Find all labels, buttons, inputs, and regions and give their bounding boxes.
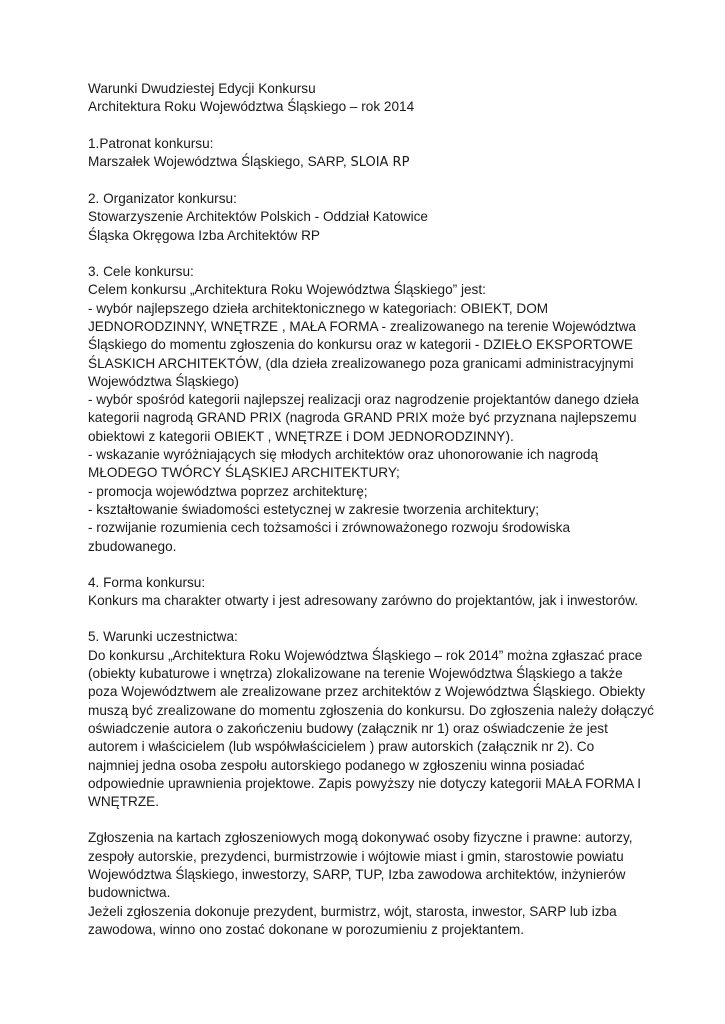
zgloszenia-line: Województwa Śląskiego, inwestorzy, SARP, TUP, Izba zawodowa architektów, inżynierów bbox=[88, 866, 626, 882]
title-line-1: Warunki Dwudziestej Edycji Konkursu bbox=[88, 81, 316, 96]
patronat-sloia: SLOIA RP bbox=[350, 154, 410, 170]
cele-line: - promocja województwa poprzez architekturę; bbox=[88, 483, 368, 499]
cele-line: Śląskiego do momentu zgłoszenia do konkursu oraz w kategorii - DZIEŁO EKSPORTOWE bbox=[88, 337, 633, 353]
warunki-line: Do konkursu „Architektura Roku Województwa Śląskiego – rok 2014” można zgłaszać prace bbox=[88, 647, 643, 663]
zgloszenia-line: Zgłoszenia na kartach zgłoszeniowych mogą dokonywać osoby fizyczne i prawne: autorzy, bbox=[88, 830, 633, 846]
cele-line: obiektowi z kategorii OBIEKT , WNĘTRZE i DOM JEDNORODZINNY). bbox=[88, 428, 514, 444]
section-heading: 4. Forma konkursu: bbox=[88, 574, 206, 590]
cele-line: JEDNORODZINNY, WNĘTRZE , MAŁA FORMA - zrealizowanego na terenie Województwa bbox=[88, 318, 636, 334]
warunki-line: oświadczenie autora o zakończeniu budowy (załącznik nr 1) oraz oświadczenie że jest bbox=[88, 720, 608, 736]
organizator-line: Śląska Okręgowa Izba Architektów RP bbox=[88, 227, 320, 243]
warunki-line: najmniej jedna osoba zespołu autorskiego podanego w zgłoszeniu winna posiadać bbox=[88, 757, 585, 773]
title-line-2: Architektura Roku Województwa Śląskiego – rok 2014 bbox=[88, 99, 415, 115]
section-forma bbox=[88, 574, 668, 611]
cele-line: kategorii nagrodą GRAND PRIX (nagroda GRAND PRIX może być przyznana najlepszemu bbox=[88, 410, 637, 426]
cele-line: Celem konkursu „Architektura Roku Województwa Śląskiego” jest: bbox=[88, 282, 486, 298]
zgloszenia-line: budownictwa. bbox=[88, 885, 171, 901]
document-title bbox=[88, 80, 668, 117]
section-organizator bbox=[88, 190, 668, 245]
section-zgloszenia bbox=[88, 829, 668, 939]
warunki-line: poza Województwem ale zrealizowane przez architektów z Województwa Śląskiego. Obiekty bbox=[88, 684, 646, 700]
cele-line: - wybór spośród kategorii najlepszej realizacji oraz nagrodzenie projektantów danego dzieła bbox=[88, 392, 639, 408]
warunki-line: autorem i właścicielem (lub współwłaścicielem ) praw autorskich (załącznik nr 2). Co bbox=[88, 739, 595, 755]
patronat-text bbox=[88, 153, 668, 172]
warunki-line: muszą być zrealizowane do momentu zgłoszenia do konkursu. Do zgłoszenia należy dołączyć bbox=[88, 702, 654, 718]
organizator-line: Stowarzyszenie Architektów Polskich - Oddział Katowice bbox=[88, 209, 428, 225]
section-warunki bbox=[88, 628, 668, 811]
patronat-text-main: Marszałek Województwa Śląskiego, SARP, bbox=[88, 153, 351, 169]
cele-line: ŚLASKICH ARCHITEKTÓW, (dla dzieła zrealizowanego poza granicami administracyjnymi bbox=[88, 355, 634, 371]
section-heading: 3. Cele konkursu: bbox=[88, 264, 194, 280]
zgloszenia-line: zespoły autorskie, prezydenci, burmistrzowie i wójtowie miast i gmin, starostowie powiatu bbox=[88, 848, 624, 864]
cele-line: - wskazanie wyróżniających się młodych architektów oraz uhonorowanie ich nagrodą bbox=[88, 447, 599, 463]
cele-line: - kształtowanie świadomości estetycznej w zakresie tworzenia architektury; bbox=[88, 501, 540, 517]
cele-line: - wybór najlepszego dzieła architektonicznego w kategoriach: OBIEKT, DOM bbox=[88, 300, 549, 316]
warunki-line: (obiekty kubaturowe i wnętrza) zlokalizowane na terenie Województwa Śląskiego a także bbox=[88, 666, 623, 682]
warunki-line: WNĘTRZE. bbox=[88, 794, 159, 810]
section-heading: 2. Organizator konkursu: bbox=[88, 191, 237, 207]
warunki-line: odpowiednie uprawnienia projektowe. Zapis powyższy nie dotyczy kategorii MAŁA FORMA I bbox=[88, 775, 642, 791]
zgloszenia-line: zawodowa, winno ono zostać dokonane w porozumieniu z projektantem. bbox=[88, 921, 525, 937]
zgloszenia-line: Jeżeli zgłoszenia dokonuje prezydent, burmistrz, wójt, starosta, inwestor, SARP lub izba bbox=[88, 903, 617, 919]
section-heading: 5. Warunki uczestnictwa: bbox=[88, 629, 238, 645]
cele-line: zbudowanego. bbox=[88, 538, 177, 554]
document-page bbox=[88, 80, 668, 957]
section-cele bbox=[88, 263, 668, 556]
section-heading: 1.Patronat konkursu: bbox=[88, 135, 214, 151]
cele-line: - rozwijanie rozumienia cech tożsamości i zrównoważonego rozwoju środowiska bbox=[88, 520, 571, 536]
section-patronat bbox=[88, 135, 668, 173]
cele-line: Województwa Śląskiego) bbox=[88, 373, 239, 389]
forma-line: Konkurs ma charakter otwarty i jest adresowany zarówno do projektantów, jak i inwestorów. bbox=[88, 593, 639, 609]
cele-line: MŁODEGO TWÓRCY ŚLĄSKIEJ ARCHITEKTURY; bbox=[88, 465, 400, 481]
